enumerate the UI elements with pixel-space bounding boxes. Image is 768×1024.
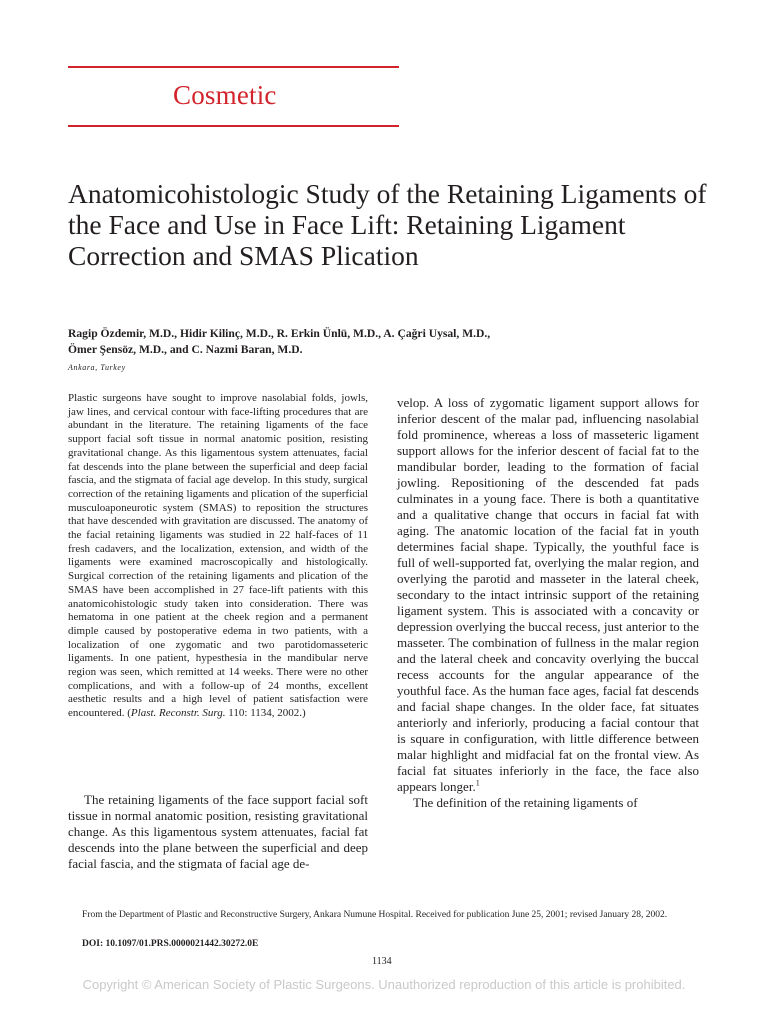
- author-line-2: Ömer Şensöz, M.D., and C. Nazmi Baran, M.D.: [68, 343, 303, 356]
- section-rule-bottom: [68, 125, 399, 127]
- abstract: [68, 392, 368, 721]
- author-location: Ankara, Turkey: [68, 363, 126, 372]
- citation-open: (: [124, 707, 131, 720]
- citation-journal: Plast. Reconstr. Surg.: [130, 707, 226, 720]
- abstract-text: Plastic surgeons have sought to improve nasolabial folds, jowls, jaw lines, and cervical contour with face-lifting procedures that are abundant in the literature. The retaining ligaments of the face support facial soft tissue in normal anatomic position, resisting gravitational change. As this ligamentous system attenuates, facial fat descends into the plane between the superficial and deep facial fascia, and the stigmata of facial age develop. In this study, surgical correction of the retaining ligaments and plication of the superficial musculoaponeurotic system (SMAS) to reposition the structures that have descended with gravitation are discussed. The anatomy of the facial retaining ligaments was studied in 22 half-faces of 11 fresh cadavers, and the localization, extension, and width of the ligaments were examined macroscopically and histologically. Surgical correction of the retaining ligaments and plication of the SMAS have been accomplished in 27 face-lift patients with this anatomicohistologic study taken into consideration. There was hematoma in one patient at the cheek region and a permanent dimple caused by postoperative edema in two patients, with a localization of one zygomatic and two parotidomasseteric ligaments. In one patient, hypesthesia in the mandibular nerve region was seen, which remitted at 14 weeks. There were no other complications, and with a follow-up of 24 months, excellent aesthetic results and a high level of patient satisfaction were encountered.: [68, 392, 368, 720]
- author-list: [68, 326, 708, 358]
- body-paragraph-right-1-text: velop. A loss of zygomatic ligament support allows for inferior descent of the malar pad, influencing nasolabial fold prominence, whereas a loss of masseteric ligament support allows for the inferior descent of facial fat to the mandibular border, leading to the formation of facial jowling. Repositioning of the descended fat pads culminates in a young face. There is both a quantitative and a qualitative change that occurs in facial fat with aging. The anatomic location of the facial fat in youth determines facial shape. Typically, the youthful face is full of well-supported fat, overlying the malar region, and overlying the parotid and masseter in the lateral cheek, secondary to the intact intrinsic support of the retaining ligament system. This is associated with a concavity or depression overlying the buccal recess, just anterior to the masseter. The combination of fullness in the malar region and the lateral cheek and concavity overlying the buccal recess accounts for the angular appearance of the youthful face. As the human face ages, facial fat descends and facial shape changes. In the older face, fat situates anteriorly and inferiorly, producing a facial contour that is square in configuration, with little difference between malar highlight and midfacial fat on the frontal view. As facial fat situates inferiorly in the face, the face also appears longer.: [397, 395, 699, 794]
- page-number: 1134: [372, 956, 392, 967]
- doi-line: DOI: 10.1097/01.PRS.0000021442.30272.0E: [82, 939, 259, 949]
- author-line-1: Ragip Özdemir, M.D., Hidir Kilinç, M.D., R. Erkin Ünlü, M.D., A. Çağri Uysal, M.D.,: [68, 327, 491, 340]
- section-rule-top: [68, 66, 399, 68]
- copyright-watermark: Copyright © American Society of Plastic Surgeons. Unauthorized reproduction of this article is prohibited.: [82, 977, 686, 992]
- reference-marker: 1: [475, 778, 480, 788]
- section-heading: Cosmetic: [173, 80, 277, 110]
- body-paragraph-right-1: [397, 395, 699, 795]
- citation-details: 110: 1134, 2002.): [225, 707, 306, 720]
- body-column-right: [397, 395, 699, 811]
- article-title: Anatomicohistologic Study of the Retaining Ligaments of the Face and Use in Face Lift: Retaining Ligament Correction and SMAS Plication: [68, 178, 707, 271]
- body-paragraph-left: The retaining ligaments of the face support facial soft tissue in normal anatomic position, resisting gravitational change. As this ligamentous system attenuates, facial fat descends into the plane between the superficial and deep facial fascia, and the stigmata of facial age de-: [68, 792, 368, 871]
- affiliation-footnote: From the Department of Plastic and Reconstructive Surgery, Ankara Numune Hospital. Received for publication June 25, 2001; revised January 28, 2002.: [82, 910, 668, 920]
- body-paragraph-right-2: The definition of the retaining ligaments of: [413, 795, 638, 810]
